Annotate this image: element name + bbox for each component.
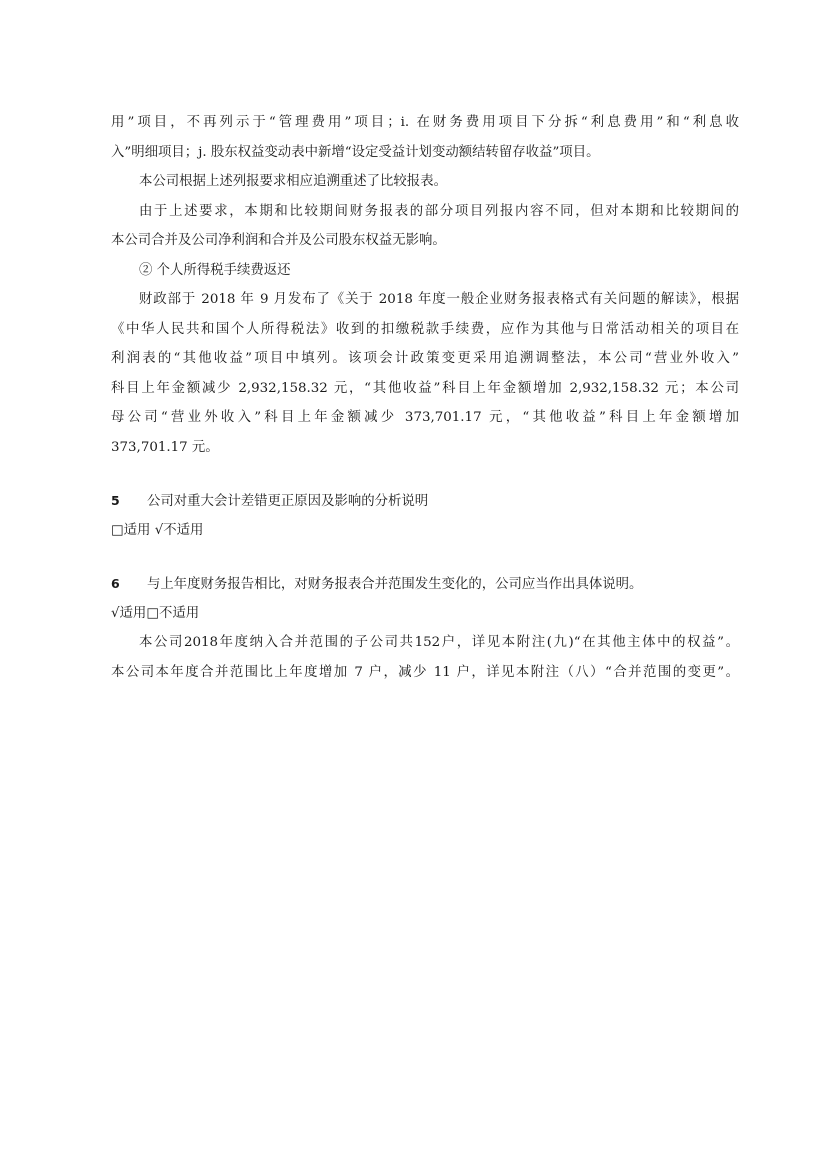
intro-line-2: 入”明细项目；j. 股东权益变动表中新增“设定受益计划变动额结转留存收益”项目。 bbox=[111, 144, 600, 160]
section-6-applicability: √适用□不适用 bbox=[111, 605, 200, 621]
section-5-title: 公司对重大会计差错更正原因及影响的分析说明 bbox=[147, 494, 429, 509]
tax-line-1: 财政部于 2018 年 9 月发布了《关于 2018 年度一般企业财务报表格式有关问题的解读》，根据 bbox=[139, 292, 739, 307]
section-6-heading bbox=[111, 569, 739, 599]
tax-line-2: 《中华人民共和国个人所得税法》收到的扣缴税款手续费，应作为其他与日常活动相关的项目在 bbox=[111, 321, 739, 337]
section-gap bbox=[111, 545, 739, 569]
tax-line-3: 利润表的“其他收益”项目中填列。该项会计政策变更采用追溯调整法，本公司“营业外收入” bbox=[111, 351, 739, 366]
section-gap bbox=[111, 462, 739, 486]
section-6-body-line-1: 本公司2018年度纳入合并范围的子公司共152户，详见本附注(九)“在其他主体中的权益”。 bbox=[139, 635, 739, 650]
tax-line-5: 母公司“营业外收入”科目上年金额减少 373,701.17 元，“其他收益”科目上年金额增加 bbox=[111, 410, 739, 425]
section-6-number: 6 bbox=[111, 576, 120, 591]
document-page bbox=[111, 108, 739, 687]
restate-paragraph: 本公司根据上述列报要求相应追溯重述了比较报表。 bbox=[139, 174, 447, 189]
section-6-body-line-2: 本公司本年度合并范围比上年度增加 7 户，减少 11 户，详见本附注（八）“合并范围的变更”。 bbox=[111, 664, 739, 680]
intro-line-1: 用”项目，不再列示于“管理费用”项目；i. 在财务费用项目下分拆“利息费用”和“利息收 bbox=[111, 115, 739, 130]
section-5-heading bbox=[111, 486, 739, 516]
tax-line-6: 373,701.17 元。 bbox=[111, 439, 219, 455]
effect-line-2: 本公司合并及公司净利润和合并及公司股东权益无影响。 bbox=[111, 233, 446, 248]
effect-line-1: 由于上述要求，本期和比较期间财务报表的部分项目列报内容不同，但对本期和比较期间的 bbox=[139, 203, 739, 219]
section-6-title: 与上年度财务报告相比，对财务报表合并范围发生变化的，公司应当作出具体说明。 bbox=[147, 577, 643, 592]
section-5-number: 5 bbox=[111, 493, 120, 508]
tax-line-4: 科目上年金额减少 2,932,158.32 元，“其他收益”科目上年金额增加 2,932,158.32 元；本公司 bbox=[111, 380, 739, 396]
tax-rebate-title: ② 个人所得税手续费返还 bbox=[139, 262, 291, 278]
section-5-applicability: □适用 √不适用 bbox=[111, 522, 204, 538]
